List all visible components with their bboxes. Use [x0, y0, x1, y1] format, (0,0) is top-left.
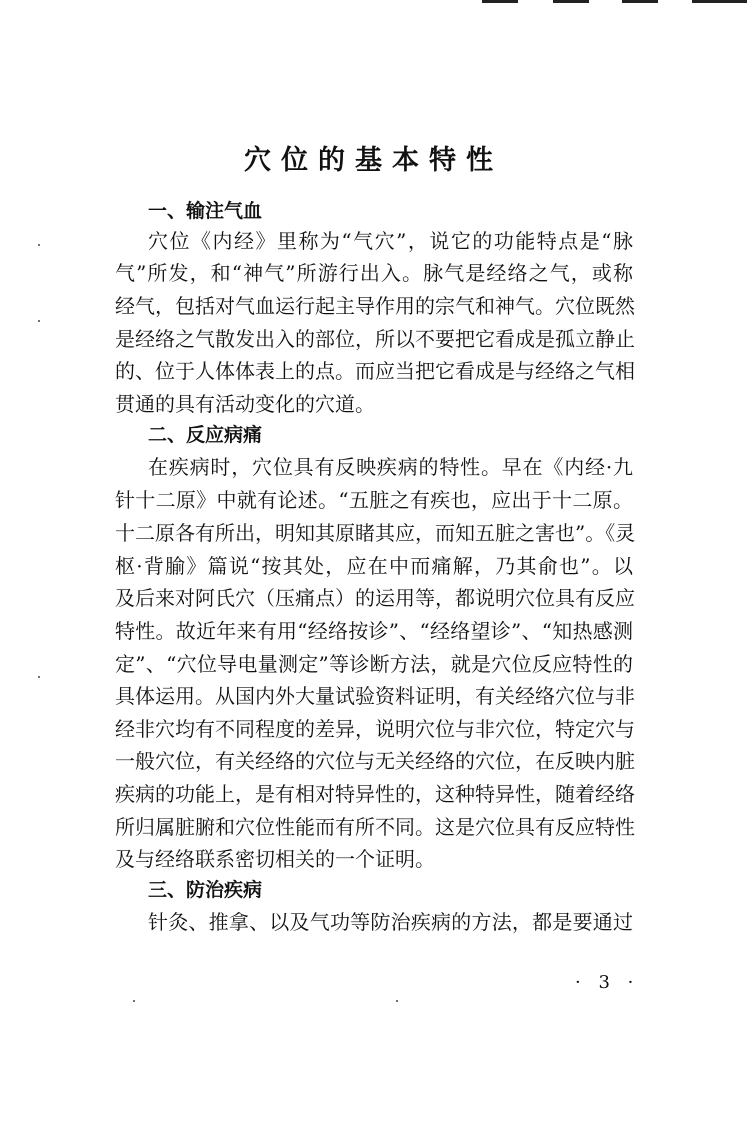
body-line: 定”、“穴位导电量测定”等诊断方法，就是穴位反应特性的	[115, 652, 633, 676]
body-line: 一般穴位，有关经络的穴位与无关经络的穴位，在反映内脏	[115, 749, 635, 773]
scan-speck	[396, 1000, 398, 1002]
body-line: 枢·背腧》篇说“按其处，应在中而痛解，乃其俞也”。以	[115, 554, 633, 578]
body-line: 所归属脏腑和穴位性能而有所不同。这是穴位具有反应特性	[115, 815, 635, 839]
body-line: 在疾病时，穴位具有反映疾病的特性。早在《内经·九	[148, 455, 633, 479]
header-rule	[482, 0, 518, 3]
scan-speck	[38, 676, 40, 678]
body-line: 疾病的功能上，是有相对特异性的，这种特异性，随着经络	[115, 782, 635, 806]
header-rule	[553, 0, 589, 3]
scan-speck	[133, 1000, 135, 1002]
body-line: 穴位《内经》里称为“气穴”，说它的功能特点是“脉	[148, 229, 633, 253]
body-line: 经非穴均有不同程度的差异，说明穴位与非穴位，特定穴与	[115, 717, 635, 741]
header-rule	[692, 0, 747, 3]
body-line: 是经络之气散发出入的部位，所以不要把它看成是孤立静止	[115, 327, 635, 351]
body-line: 具体运用。从国内外大量试验资料证明，有关经络穴位与非	[115, 684, 635, 708]
body-line: 十二原各有所出，明知其原睹其应，而知五脏之害也”。《灵	[115, 521, 636, 545]
body-line: 针灸、推拿、以及气功等防治疾病的方法，都是要通过	[148, 910, 633, 934]
body-line: 针十二原》中就有论述。“五脏之有疾也，应出于十二原。	[115, 488, 633, 512]
body-line: 特性。故近年来有用“经络按诊”、“经络望诊”、“知热感测	[115, 619, 633, 643]
body-line: 的、位于人体体表上的点。而应当把它看成是与经络之气相	[115, 359, 635, 383]
scan-speck	[38, 244, 40, 246]
body-line: 贯通的具有活动变化的穴道。	[115, 392, 375, 416]
scan-speck	[38, 320, 40, 322]
body-line: 及后来对阿氏穴（压痛点）的运用等，都说明穴位具有反应	[115, 586, 635, 610]
section-heading: 三、防治疾病	[148, 879, 263, 901]
body-line: 气”所发，和“神气”所游行出入。脉气是经络之气，或称	[115, 261, 633, 285]
header-rule	[622, 0, 658, 3]
page-number: · 3 ·	[575, 972, 640, 993]
body-line: 及与经络联系密切相关的一个证明。	[115, 847, 435, 871]
section-heading: 二、反应病痛	[148, 424, 263, 446]
section-heading: 一、输注气血	[148, 200, 263, 222]
body-line: 经气，包括对气血运行起主导作用的宗气和神气。穴位既然	[115, 294, 635, 318]
page-title: 穴位的基本特性	[244, 145, 503, 176]
